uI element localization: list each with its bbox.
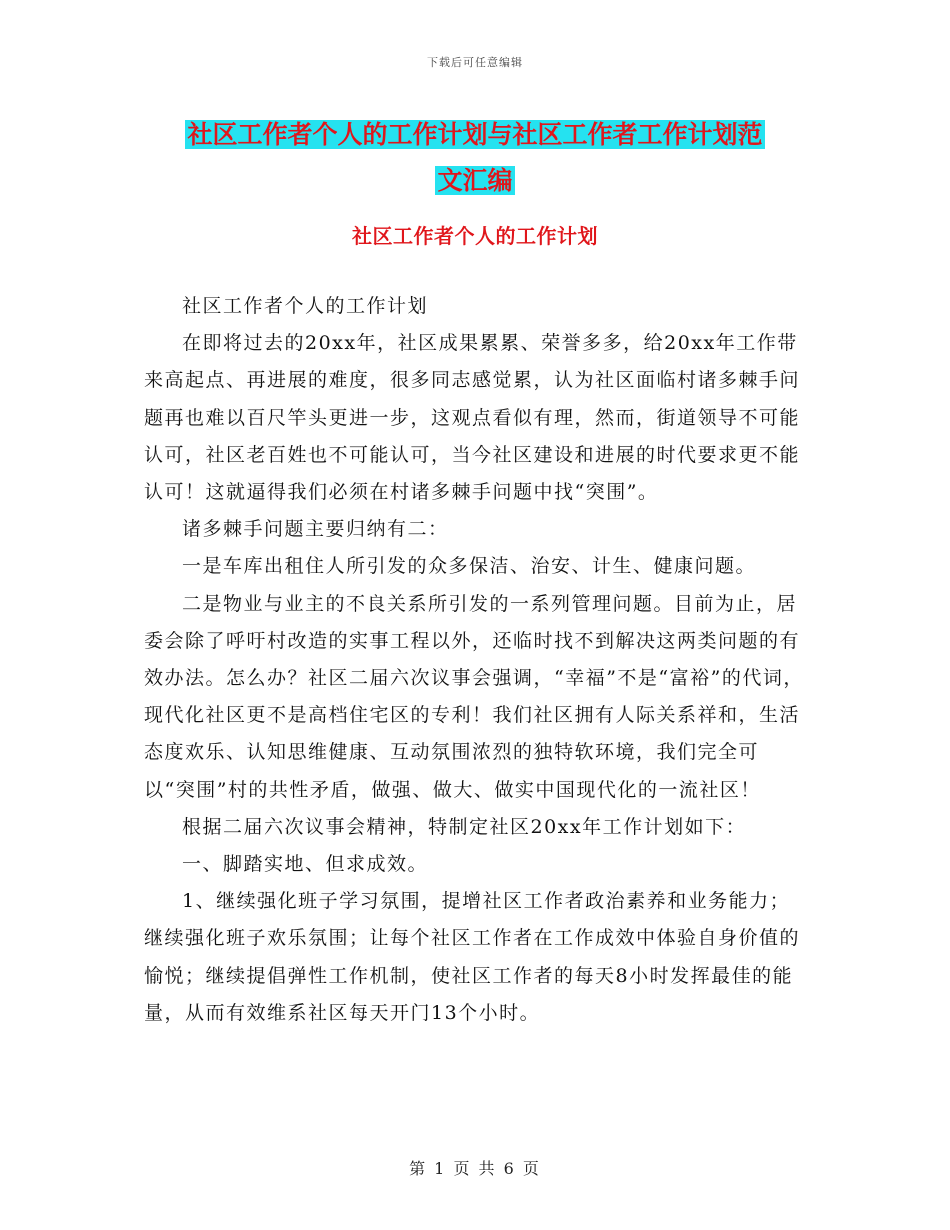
section-title: 社区工作者个人的工作计划 [352,224,598,248]
document-title-line2: 文汇编 [437,166,513,195]
paragraph: 诸多棘手问题主要归纳有二： [182,518,449,541]
paragraph: 1、继续强化班子学习氛围，提增社区工作者政治素养和业务能力；继续强化班子欢乐氛围；让每个社区工作者在工作成效中体验自身价值的愉悦；继续提倡弹性工作机制，使社区工作者的每天8小时发挥最佳的能量，从而有效维系社区每天开门13个小时。 [144,890,801,1024]
page-footer: 第 1 页 共 6 页 [409,1159,541,1178]
paragraph: 社区工作者个人的工作计划 [182,295,429,317]
document-title [0,112,950,204]
document-title-line1: 社区工作者个人的工作计划与社区工作者工作计划范 [187,120,763,149]
paragraph: 一、脚踏实地、但求成效。 [182,853,429,876]
paragraph: 在即将过去的20xx年，社区成果累累、荣誉多多，给20xx年工作带来高起点、再进展的难度，很多同志感觉累，认为社区面临村诸多棘手问题再也难以百尺竿头更进一步，这观点看似有理，然而，街道领导不可能认可，社区老百姓也不可能认可，当今社区建设和进展的时代要求更不能认可！这就逼得我们必须在村诸多棘手问题中找“突围”。 [144,332,801,504]
paragraph: 二是物业与业主的不良关系所引发的一系列管理问题。目前为止，居委会除了呼吁村改造的实事工程以外，还临时找不到解决这两类问题的有效办法。怎么办？社区二届六次议事会强调，“幸福”不是“富裕”的代词，现代化社区更不是高档住宅区的专利！我们社区拥有人际关系祥和，生活态度欢乐、认知思维健康、互动氛围浓烈的独特软环境，我们完全可以“突围”村的共性矛盾，做强、做大、做实中国现代化的一流社区！ [144,592,804,801]
header-note: 下载后可任意编辑 [427,56,523,69]
body-text [144,288,804,1032]
paragraph: 根据二届六次议事会精神，特制定社区20xx年工作计划如下： [182,815,747,838]
paragraph: 一是车库出租住人所引发的众多保洁、治安、计生、健康问题。 [182,555,757,578]
